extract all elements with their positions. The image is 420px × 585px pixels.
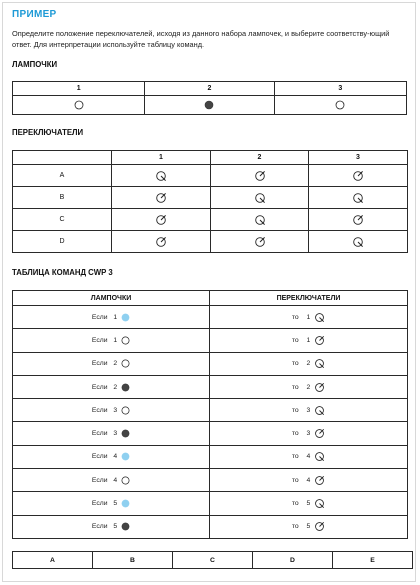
switch-cell-2 (211, 165, 309, 187)
switch-down-icon (254, 192, 266, 204)
then-word: то (291, 500, 299, 508)
switch-up-icon (155, 236, 167, 248)
table-row (13, 209, 408, 231)
table-row (13, 187, 408, 209)
command-lamp-number: 5 (113, 500, 118, 508)
command-lamp-number: 3 (113, 430, 118, 438)
filled-blue-circle-icon (121, 499, 130, 508)
command-lamp-cell (13, 422, 210, 445)
answer-option-b[interactable]: B (93, 552, 173, 569)
command-lamp-number: 2 (113, 383, 118, 391)
switch-cell-1 (112, 209, 211, 231)
filled-circle-icon (121, 383, 130, 392)
then-word: то (291, 476, 299, 484)
then-word: то (291, 313, 299, 321)
commands-table (12, 290, 408, 539)
command-switch-cell (210, 445, 408, 468)
switch-cell-2 (211, 187, 309, 209)
answer-options (12, 551, 413, 569)
switch-col-1: 1 (112, 151, 211, 165)
command-lamp-cell (13, 515, 210, 538)
switch-up-icon (314, 475, 325, 486)
commands-col-switches: ПЕРЕКЛЮЧАТЕЛИ (210, 291, 408, 306)
command-switch-cell (210, 375, 408, 398)
command-switch-cell (210, 352, 408, 375)
command-lamp-cell (13, 352, 210, 375)
command-switch-number: 4 (306, 476, 311, 484)
answer-option-c[interactable]: C (173, 552, 253, 569)
switches-heading: ПЕРЕКЛЮЧАТЕЛИ (12, 128, 84, 137)
filled-blue-circle-icon (121, 452, 130, 461)
switch-cell-1 (112, 165, 211, 187)
switch-up-icon (254, 236, 266, 248)
command-switch-cell (210, 399, 408, 422)
command-switch-number: 5 (306, 500, 311, 508)
command-lamp-number: 4 (113, 453, 118, 461)
command-switch-cell (210, 306, 408, 329)
lamp-cell-1 (13, 96, 145, 115)
command-switch-cell (210, 469, 408, 492)
table-row (13, 231, 408, 253)
switch-cell-3 (309, 231, 408, 253)
table-row (13, 492, 408, 515)
table-row (13, 165, 408, 187)
if-word: Если (91, 383, 108, 391)
command-lamp-number: 4 (113, 476, 118, 484)
switch-cell-3 (309, 165, 408, 187)
filled-blue-circle-icon (121, 313, 130, 322)
switch-col-3: 3 (309, 151, 408, 165)
then-word: то (291, 383, 299, 391)
answer-option-a[interactable]: A (13, 552, 93, 569)
command-switch-number: 4 (306, 453, 311, 461)
command-lamp-number: 3 (113, 406, 118, 414)
table-row (13, 375, 408, 398)
command-switch-number: 2 (306, 383, 311, 391)
then-word: то (291, 406, 299, 414)
switch-down-icon (314, 405, 325, 416)
command-lamp-cell (13, 469, 210, 492)
switch-down-icon (352, 192, 364, 204)
answer-option-e[interactable]: E (333, 552, 413, 569)
switch-row-label: D (13, 231, 112, 253)
table-row (13, 469, 408, 492)
switch-up-icon (314, 382, 325, 393)
command-lamp-number: 5 (113, 523, 118, 531)
switch-cell-2 (211, 209, 309, 231)
command-switch-number: 2 (306, 360, 311, 368)
lamp-cell-2 (145, 96, 274, 115)
command-lamp-number: 1 (113, 313, 118, 321)
switch-cell-1 (112, 231, 211, 253)
switch-up-icon (254, 170, 266, 182)
switch-up-icon (155, 214, 167, 226)
command-lamp-cell (13, 492, 210, 515)
command-lamp-number: 2 (113, 360, 118, 368)
switch-row-label: C (13, 209, 112, 231)
filled-circle-icon (121, 522, 130, 531)
switch-down-icon (314, 358, 325, 369)
lamp-cell-3 (274, 96, 406, 115)
switch-down-icon (352, 236, 364, 248)
command-switch-cell (210, 329, 408, 352)
filled-circle-icon (121, 429, 130, 438)
table-row (13, 422, 408, 445)
switch-down-icon (314, 451, 325, 462)
switch-col-2: 2 (211, 151, 309, 165)
switch-row-label: A (13, 165, 112, 187)
switch-down-icon (254, 214, 266, 226)
table-row (13, 445, 408, 468)
table-row (13, 352, 408, 375)
command-lamp-cell (13, 375, 210, 398)
table-row (13, 399, 408, 422)
if-word: Если (91, 500, 108, 508)
lamp-col-2: 2 (145, 82, 274, 96)
switches-corner (13, 151, 112, 165)
switch-up-icon (352, 214, 364, 226)
switch-down-icon (155, 170, 167, 182)
then-word: то (291, 523, 299, 531)
switch-down-icon (314, 498, 325, 509)
if-word: Если (91, 476, 108, 484)
answer-option-d[interactable]: D (253, 552, 333, 569)
switch-up-icon (314, 335, 325, 346)
hollow-circle-icon (121, 336, 130, 345)
command-switch-number: 1 (306, 336, 311, 344)
command-switch-number: 3 (306, 406, 311, 414)
lamp-col-1: 1 (13, 82, 145, 96)
command-lamp-cell (13, 329, 210, 352)
switches-table (12, 150, 408, 253)
command-switch-cell (210, 492, 408, 515)
instruction-text: Определите положение переключателей, исходя из данного набора лампочек, и выберите соответству-ющий ответ. Для интерпретации используйте таблицу команд. (12, 29, 390, 49)
switch-cell-3 (309, 209, 408, 231)
table-row (13, 306, 408, 329)
hollow-circle-icon (74, 100, 84, 110)
table-row (13, 515, 408, 538)
command-lamp-number: 1 (113, 336, 118, 344)
if-word: Если (91, 453, 108, 461)
commands-col-lamps: ЛАМПОЧКИ (13, 291, 210, 306)
if-word: Если (91, 313, 108, 321)
command-lamp-cell (13, 399, 210, 422)
switch-up-icon (155, 192, 167, 204)
hollow-circle-icon (335, 100, 345, 110)
lamps-table (12, 81, 407, 115)
command-lamp-cell (13, 306, 210, 329)
if-word: Если (91, 523, 108, 531)
then-word: то (291, 453, 299, 461)
lamps-heading: ЛАМПОЧКИ (12, 60, 58, 69)
switch-cell-1 (112, 187, 211, 209)
switch-cell-2 (211, 231, 309, 253)
command-lamp-cell (13, 445, 210, 468)
lamp-col-3: 3 (274, 82, 406, 96)
hollow-circle-icon (121, 476, 130, 485)
commands-heading: ТАБЛИЦА КОМАНД CWP 3 (12, 268, 113, 277)
then-word: то (291, 430, 299, 438)
table-row (13, 329, 408, 352)
command-switch-number: 3 (306, 430, 311, 438)
command-switch-number: 1 (306, 313, 311, 321)
page-title: ПРИМЕР (12, 9, 57, 20)
if-word: Если (91, 360, 108, 368)
switch-up-icon (352, 170, 364, 182)
command-switch-cell (210, 422, 408, 445)
hollow-circle-icon (121, 359, 130, 368)
command-switch-cell (210, 515, 408, 538)
switch-up-icon (314, 428, 325, 439)
hollow-circle-icon (121, 406, 130, 415)
switch-down-icon (314, 312, 325, 323)
if-word: Если (91, 336, 108, 344)
then-word: то (291, 360, 299, 368)
filled-circle-icon (204, 100, 214, 110)
command-switch-number: 5 (306, 523, 311, 531)
switch-cell-3 (309, 187, 408, 209)
switch-row-label: B (13, 187, 112, 209)
switch-up-icon (314, 521, 325, 532)
if-word: Если (91, 430, 108, 438)
if-word: Если (91, 406, 108, 414)
then-word: то (291, 336, 299, 344)
